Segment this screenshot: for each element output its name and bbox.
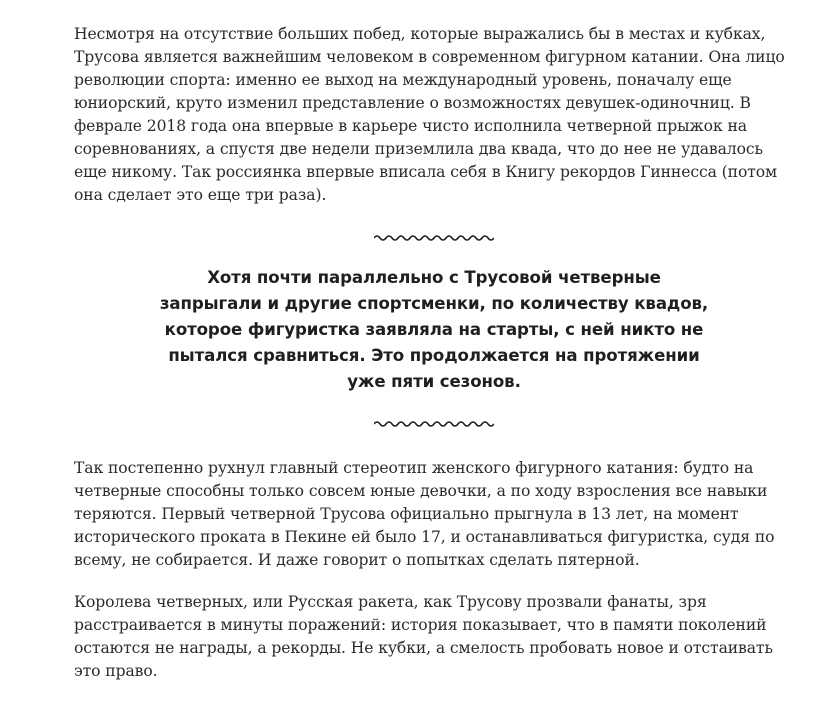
wavy-divider-icon: [374, 233, 494, 243]
article-paragraph: Так постепенно рухнул главный стереотип женского фигурного катания: будто на четверные способны только совсем юные девочки, а по ходу взросления все навыки теряются. Первый четверной Трусова официально прыгнула в 13 лет, на момент исторического проката в Пекине ей было 17, и останавливаться фигуристка, судя по всему, не собирается. И даже говорит о попытках сделать пятерной.: [74, 459, 775, 569]
spacer: [74, 429, 794, 457]
pull-quote: Хотя почти параллельно с Трусовой четверные запрыгали и другие спортсменки, по количеству квадов, которое фигуристка заявляла на старты, с ней никто не пытался сравниться. Это продолжается на протяжении уже пяти сезонов.: [159, 268, 709, 391]
article-paragraph: Несмотря на отсутствие больших побед, которые выражались бы в местах и кубках, Трусова является важнейшим человеком в современном фигурном катании. Она лицо революции спорта: именно ее выход на международный уровень, поначалу еще юниорский, круто изменил представление о возможностях девушек-одиночниц. В феврале 2018 года она впервые в карьере чисто исполнила четверной прыжок на соревнованиях, а спустя две недели приземлила два квада, что до нее не удавалось еще никому. Так россиянка впервые вписала себя в Книгу рекордов Гиннесса (потом она сделает это еще три раза).: [74, 25, 785, 204]
article-body: [74, 0, 794, 683]
article-paragraph: Королева четверных, или Русская ракета, как Трусову прозвали фанаты, зря расстраивается в минуты поражений: история показывает, что в памяти поколений остаются не награды, а рекорды. Не кубки, а смелость пробовать новое и отстаивать это право.: [74, 593, 773, 680]
wavy-divider-icon: [374, 419, 494, 429]
